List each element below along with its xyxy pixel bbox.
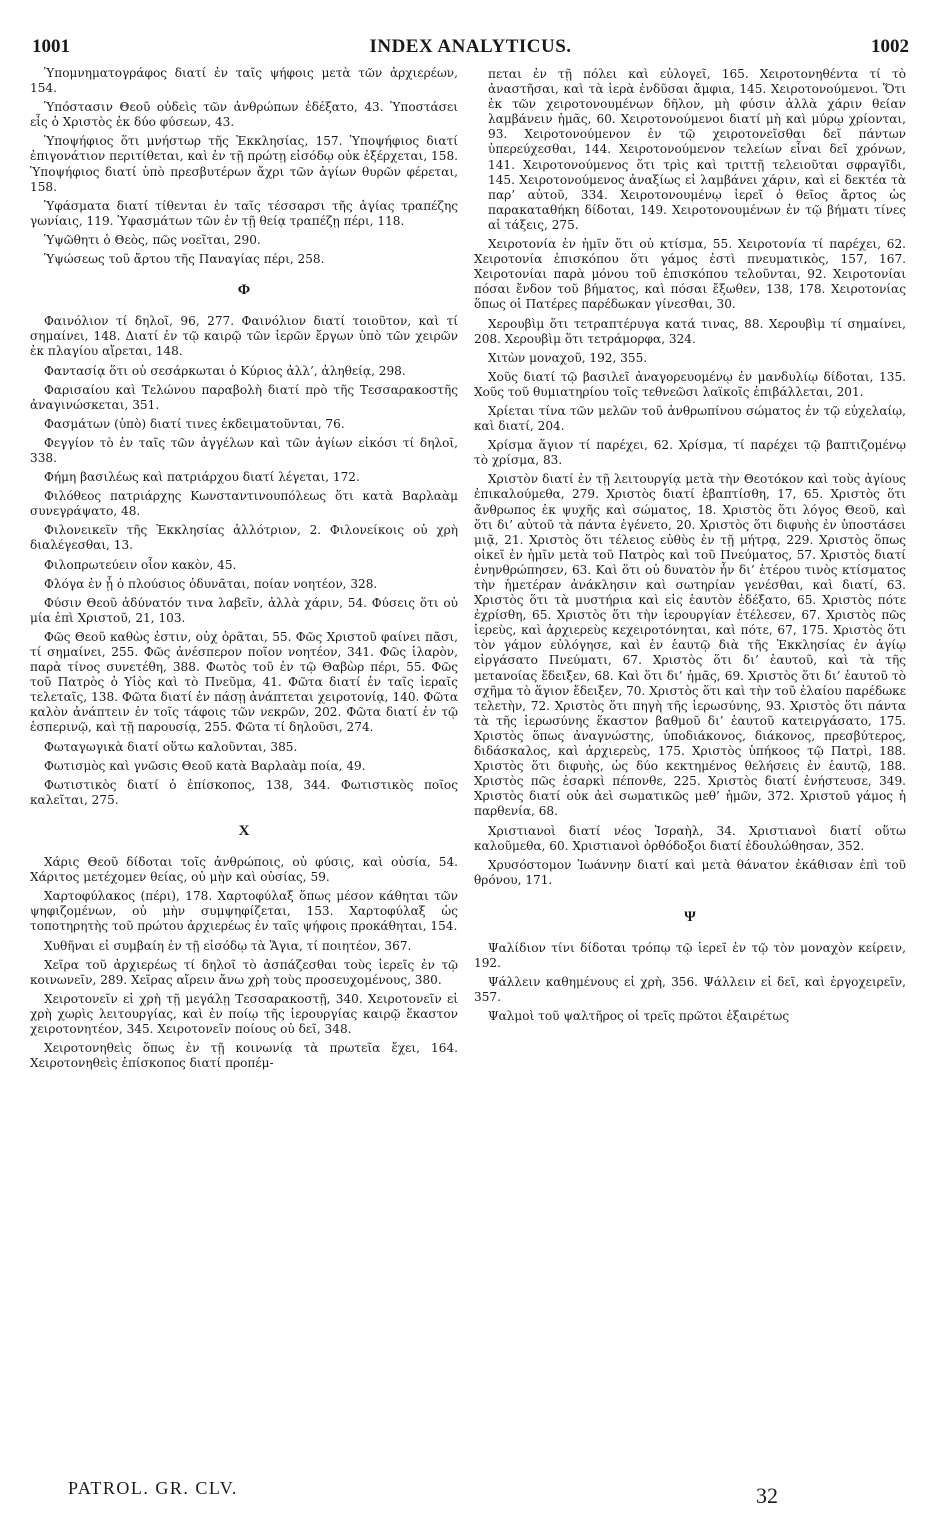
index-entry: Χυθῆναι εἰ συμβαίη ἐν τῇ εἰσόδῳ τὰ Ἅγια, τί ποιητέον, 367.: [44, 938, 412, 953]
left-column: [30, 66, 458, 1075]
index-entry: Φαινόλιον τί δηλοῖ, 96, 277. Φαινόλιον διατί τοιοῦτον, καὶ τί σημαίνει, 148. Διατί ἐν τῷ καιρῷ τῶν ἱερῶν ἔργων ὑπὸ τῶν χειρῶν ἐκ πλαγίου αἴρεται, 148.: [30, 314, 458, 359]
index-entry: Ὑψῶθητι ὁ Θεὸς, πῶς νοεῖται, 290.: [44, 232, 261, 247]
index-entry: Χριστὸν διατί ἐν τῇ λειτουργίᾳ μετὰ τὴν Θεοτόκον καὶ τοὺς ἁγίους ἐπικαλούμεθα, 279. Χριστὸς διατί ἐβαπτίσθη, 17, 65. Χριστὸς ὅτι ἄνθρωπος ἐκ ψυχῆς καὶ σώματος, 18. Χριστὸς ὅτι λόγος Θεοῦ, καὶ ὅτι δι’ αὐτοῦ τὰ πάντα ἐγένετο, 20. Χριστὸς ὅτι διφυὴς ἐν ὑποστάσει μιᾷ, 21. Χριστὸς ὅτι τέλειος εὐθὺς ἐν τῇ μήτρᾳ, 229. Χριστὸς ὅπως οἰκεῖ ἐν ἡμῖν μετὰ τοῦ Πατρὸς καὶ τοῦ Πνεύματος, 57. Χριστὸς διατί ἐνηνθρώπησεν, 63. Καὶ ὅτι οὐ δυνατὸν ἦν δι’ ἑτέρου τινὸς κτίσματος τὴν ἡμετέραν ἀνάκλησιν καὶ σωτηρίαν γενέσθαι, καὶ διατί, 63. Χριστὸς ὅτι τὰ μυστήρια καὶ εἰς ἑαυτὸν ἐδέξατο, 65. Χριστὸς πότε ἐχρίσθη, 65. Χριστὸς ὅτι τὴν ἱερουργίαν ἐτέλεσεν, 67. Χριστὸς πῶς ἱερεὺς, καὶ ἀρχιερεὺς κεχειροτόνηται, καὶ πότε, 67, 175. Χριστὸς ὅτι τὸν γάμον εὐλόγησε, καὶ ἐν ἑαυτῷ διὰ τῆς Ἐκκλησίας ἐν ἁγίῳ εἰργάσατο Πνεύματι, 67. Χριστὸς ὅτι δι’ ἑαυτοῦ, καὶ τὰ τῆς μετανοίας ἔδειξεν, 68. Καὶ ὅτι δι’ ἡμᾶς, 69. Χριστὸς ὅτι δι’ ἑαυτοῦ τὸ σχῆμα τὸ ἅγιον ἔδειξεν, 70. Χριστὸς ὅτι καὶ τὴν τοῦ ἐλαίου παρέδωκε τελετὴν, 72. Χριστὸς ὅτι πηγὴ τῆς ἱερωσύνης, 93. Χριστὸς ὅτι πάντα τὰ τῆς ἱερωσύνης ἕκαστον βαθμοῦ δι’ ἑαυτοῦ κατειργάσατο, 175. Χριστὸς ὅπως ἀναγνώστης, ὑποδιάκονος, διάκονος, πρεσβύτερος, διδάσκαλος, καὶ ἀρχιερεὺς, 175. Χριστὸς ὑπήκοος τῷ Πατρὶ, 188. Χριστὸς ὅτι διφυὴς, ὡς δύο κεκτημένος θελήσεις ἐν ἑαυτῷ, 188. Χριστὸς πῶς ἐσαρκὶ πέπονθε, 225. Χριστὸς διατί ἐνήστευσε, 349. Χριστὸς διατί οὐκ ἀεὶ σωματικῶς μεθ’ ἡμῶν, 372. Χριστοῦ γάμος ἡ παρθενία, 68.: [474, 472, 906, 819]
index-entry: Φαρισαίου καὶ Τελώνου παραβολὴ διατί πρὸ τῆς Τεσσαρακοστῆς ἀναγινώσκεται, 351.: [30, 382, 458, 412]
index-entry: Φωτιστικὸς διατί ὁ ἐπίσκοπος, 138, 344. Φωτιστικὸς ποῖος καλεῖται, 275.: [30, 777, 458, 807]
index-entry: Ὑψώσεως τοῦ ἄρτου τῆς Παναγίας πέρι, 258.: [44, 252, 325, 267]
index-entry: Ψάλλειν καθημένους εἰ χρὴ, 356. Ψάλλειν εἰ δεῖ, καὶ ἐργοχειρεῖν, 357.: [474, 975, 906, 1005]
index-entry: Φιλοπρωτεύειν οἷον κακὸν, 45.: [44, 557, 237, 572]
index-entry: Χειροτονία ἐν ἡμῖν ὅτι οὐ κτίσμα, 55. Χειροτονία τί παρέχει, 62. Χειροτονία ἐπισκόπου ὅτι γάμος ἐστὶ πνευματικὸς, 157, 167. Χειροτονίαι παρὰ μόνου τοῦ ἐπισκόπου τελοῦνται, 92. Χειροτονίαι πόσαι ἔνδον τοῦ βήματος, καὶ πόσαι ἔξωθεν, 138, 178. Χειροτονίας ὅπως οἱ Πατέρες παρέδωκαν γίνεσθαι, 30.: [474, 237, 906, 312]
page-number-left: 1001: [32, 36, 70, 57]
index-entry: Χρίσμα ἅγιον τί παρέχει, 62. Χρίσμα, τί παρέχει τῷ βαπτιζομένῳ τὸ χρίσμα, 83.: [474, 438, 906, 468]
index-entry: Ὑποψήφιος ὅτι μνήστωρ τῆς Ἐκκλησίας, 157. Ὑποψήφιος διατί ἐπιγονάτιον περιτίθεται, καὶ ἐν τῇ πρώτῃ εἰσόδῳ οὐκ ἐξέρχεται, 158. Ὑποψήφιος διατί ὑπὸ πρεσβυτέρων ἄχρι τῶν ἁγίων θυρῶν φέρεται, 158.: [30, 134, 458, 194]
index-entry: Χιτὼν μοναχοῦ, 192, 355.: [488, 350, 648, 365]
index-entry: Φωταγωγικὰ διατί οὕτω καλοῦνται, 385.: [44, 739, 298, 754]
index-entry: Ψαλίδιον τίνι δίδοται τρόπῳ τῷ ἱερεῖ ἐν τῷ τὸν μοναχὸν κείρειν, 192.: [474, 940, 906, 971]
index-entry: Χερουβὶμ ὅτι τετραπτέρυγα κατά τινας, 88. Χερουβὶμ τί σημαίνει, 208. Χερουβὶμ ὅτι τετράμορφα, 324.: [474, 316, 906, 346]
index-entry: Φιλόθεος πατριάρχης Κωνσταντινουπόλεως ὅτι κατὰ Βαρλαὰμ συνεγράψατο, 48.: [30, 489, 458, 519]
footer-signature: PATROL. GR. CLV.: [68, 1478, 238, 1498]
index-entry: Χρυσόστομον Ἰωάννην διατί καὶ μετὰ θάνατον ἐκάθισαν ἐπὶ τοῦ θρόνου, 171.: [474, 857, 906, 887]
index-entry: Ὑπομνηματογράφος διατί ἐν ταῖς ψήφοις μετὰ τῶν ἀρχιερέων, 154.: [30, 66, 458, 96]
index-entry: Χοῦς διατί τῷ βασιλεῖ ἀναγορευομένῳ ἐν μανδυλίῳ δίδοται, 135. Χοῦς τοῦ θυμιατηρίου τοῖς τεθνεῶσι λαϊκοῖς ἐπιβάλλεται, 201.: [474, 369, 906, 399]
index-entry: Χαρτοφύλακος (πέρι), 178. Χαρτοφύλαξ ὅπως μέσον κάθηται τῶν ψηφιζομένων, οὐ μὴν συμψηφίζεται, 153. Χαρτοφύλαξ ὡς τοποτηρητὴς τοῦ πρώτου ἀρχιερέως ἐν ταῖς ψήφοις προκάθηται, 154.: [30, 889, 458, 934]
index-entry: Ὑφάσματα διατί τίθενται ἐν ταῖς τέσσαρσι τῆς ἁγίας τραπέζης γωνίαις, 119. Ὑφασμάτων τῶν ἐν τῇ θείᾳ τραπέζῃ πέρι, 118.: [30, 198, 458, 228]
section-letter: Χ: [238, 822, 250, 839]
index-entry: Φεγγίον τὸ ἐν ταῖς τῶν ἀγγέλων καὶ τῶν ἁγίων εἰκόσι τί δηλοῖ, 338.: [30, 435, 458, 465]
index-entry: πεται ἐν τῇ πόλει καὶ εὐλογεῖ, 165. Χειροτονηθέντα τί τὸ ἀναστῆσαι, καὶ τὰ ἱερὰ ἐνδῦσαι ἄμφια, 145. Χειροτονούμενοι. Ὅτι ἐκ τῶν χειροτονουμένων δῆλον, μὴ φύσιν ἀλλὰ χάριν θείαν λαμβάνειν ἡμᾶς, 60. Χειροτονούμενοι διατί μὴ καὶ μύρῳ χρίονται, 93. Χειροτονούμενον ἐν τῷ χειροτονεῖσθαι δεῖ πάντων ὑπερεύχεσθαι, 144. Χειροτονούμενον τελείων εἶναι δεῖ χρόνων, 141. Χειροτονούμενος ὅτι τρὶς καὶ τριττῇ τελειοῦται σφραγῖδι, 145. Χειροτονούμενος ἀναξίως εἰ λαμβάνει χάριν, καὶ εἰ δεκτέα τὰ παρ’ αὐτοῦ, 334. Χειροτονουμένῳ ἱερεῖ ὁ θεῖος ἄρτος ὡς παρακαταθήκη δίδοται, 149. Χειροτονουμένων ἐν τῷ βήματι τίνες αἱ τάξεις, 275.: [488, 67, 906, 232]
index-entry: Χειροτονεῖν εἰ χρὴ τῇ μεγάλῃ Τεσσαρακοστῇ, 340. Χειροτονεῖν εἰ χρὴ χωρὶς λειτουργίας, καὶ ἐν ποίῳ τῆς ἱερουργίας καιρῷ ἕκαστον χειροτονητέον, 345. Χειροτονεῖν ποίους οὐ δεῖ, 348.: [30, 991, 458, 1036]
index-entry: Φῶς Θεοῦ καθὼς ἐστιν, οὐχ ὁρᾶται, 55. Φῶς Χριστοῦ φαίνει πᾶσι, τί σημαίνει, 255. Φῶς ἀνέσπερον ποῖον νοητέον, 341. Φῶς ἱλαρὸν, παρὰ τίνος συνετέθη, 388. Φωτὸς τοῦ ἐν τῷ Θαβὼρ πέρι, 55. Φῶς τοῦ Πατρὸς ὁ Υἱὸς καὶ τὸ Πνεῦμα, 41. Φῶτα διατί ἐν ταῖς ἱεραῖς τελεταῖς, 138. Φῶτα διατί ἐν πάσῃ ἀνάπτεται χειροτονίᾳ, 140. Φῶτα καλὸν ἀνάπτειν ἐν τοῖς τάφοις τῶν νεκρῶν, 202. Φῶτα διατί ἐν τῷ ἑσπερινῷ, καὶ τῇ παρουσίᾳ, 255. Φῶτα τί δηλοῦσι, 274.: [30, 629, 458, 735]
index-entry: Ψαλμοὶ τοῦ ψαλτῆρος οἱ τρεῖς πρῶτοι ἐξαιρέτως: [488, 1009, 790, 1024]
index-entry: Φωτισμὸς καὶ γνῶσις Θεοῦ κατὰ Βαρλαὰμ ποία, 49.: [44, 758, 366, 773]
page-number-right: 1002: [871, 36, 909, 57]
section-letter: Ψ: [684, 908, 696, 925]
index-entry: Χριστιανοὶ διατί νέος Ἰσραὴλ, 34. Χριστιανοὶ διατί οὕτω καλοῦμεθα, 60. Χριστιανοὶ ὀρθόδοξοι διατί ἐδουλώθησαν, 352.: [474, 823, 906, 853]
index-entry: Ὑπόστασιν Θεοῦ οὐδεὶς τῶν ἀνθρώπων ἐδέξατο, 43. Ὑποστάσει εἷς ὁ Χριστὸς ἐκ δύο φύσεων, 43.: [30, 100, 458, 130]
index-entry: Χρίεται τίνα τῶν μελῶν τοῦ ἀνθρωπίνου σώματος ἐν τῷ εὐχελαίῳ, καὶ διατί, 204.: [474, 403, 906, 434]
right-column: [474, 67, 906, 1028]
index-entry: Φαντασίᾳ ὅτι οὐ σεσάρκωται ὁ Κύριος ἀλλ’, ἀληθείᾳ, 298.: [44, 363, 406, 378]
index-entry: Χειροτονηθεὶς ὅπως ἐν τῇ κοινωνίᾳ τὰ πρωτεῖα ἔχει, 164. Χειροτονηθεὶς ἐπίσκοπος διατί προπέμ-: [30, 1041, 458, 1071]
index-entry: Φιλονεικεῖν τῆς Ἐκκλησίας ἀλλότριον, 2. Φιλονείκοις οὐ χρὴ διαλέγεσθαι, 13.: [30, 523, 458, 553]
page-header: [32, 36, 909, 62]
section-letter: Φ: [237, 282, 251, 299]
index-entry: Φασμάτων (ὑπὸ) διατί τινες ἐκδειματοῦνται, 76.: [44, 416, 345, 431]
running-title: INDEX ANALYTICUS.: [369, 36, 572, 57]
index-entry: Φύσιν Θεοῦ ἀδύνατόν τινα λαβεῖν, ἀλλὰ χάριν, 54. Φύσεις ὅτι οὐ μία ἐπὶ Χριστοῦ, 21, 103.: [30, 595, 458, 625]
index-entry: Φήμη βασιλέως καὶ πατριάρχου διατί λέγεται, 172.: [44, 470, 360, 485]
index-entry: Φλόγα ἐν ᾗ ὁ πλούσιος ὀδυνᾶται, ποίαν νοητέον, 328.: [44, 576, 378, 591]
footer-sheet-number: 32: [756, 1483, 778, 1508]
index-entry: Χάρις Θεοῦ δίδοται τοῖς ἀνθρώποις, οὐ φύσις, καὶ οὐσία, 54. Χάριτος μετέχομεν θείας, οὐ μὴν καὶ οὐσίας, 59.: [30, 855, 458, 885]
index-entry: Χεῖρα τοῦ ἀρχιερέως τί δηλοῖ τὸ ἀσπάζεσθαι τοὺς ἱερεῖς ἐν τῷ κοινωνεῖν, 289. Χεῖρας αἴρειν ἄνω χρὴ τοὺς προσευχομένους, 380.: [30, 957, 458, 987]
